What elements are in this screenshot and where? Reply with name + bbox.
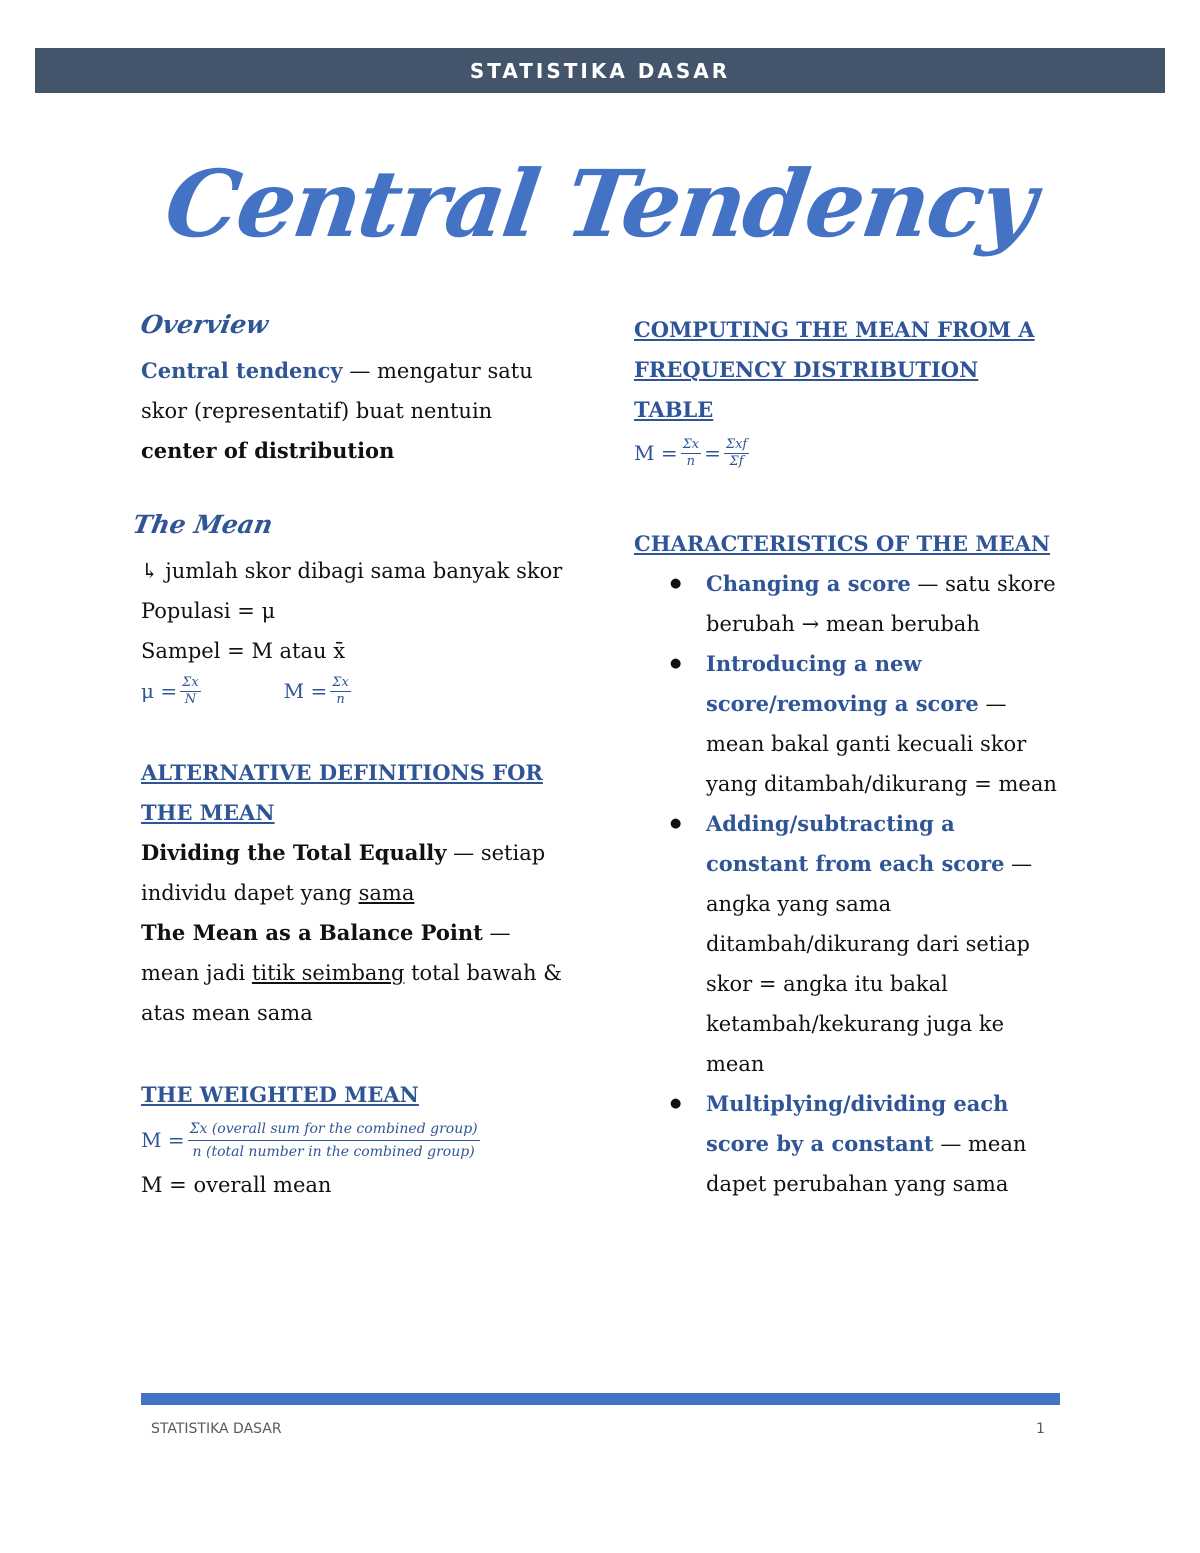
balance-term: The Mean as a Balance Point <box>141 920 483 945</box>
wm-fraction <box>188 1118 480 1163</box>
item-desc: — mean dapet perubahan yang sama <box>706 1132 1027 1196</box>
wm-numerator: Σx (overall sum for the combined group) <box>188 1118 480 1141</box>
mu-numerator: Σx <box>182 674 199 690</box>
page-title: Central Tendency <box>159 150 1041 258</box>
header-bar <box>35 48 1165 93</box>
m-formula-label: M = <box>283 679 328 703</box>
m-formula-fraction <box>330 675 351 708</box>
populasi-line: Populasi = μ <box>141 599 276 623</box>
wm-denominator: n (total number in the combined group) <box>192 1143 475 1160</box>
center-of-distribution: center of distribution <box>141 438 395 463</box>
left-column <box>130 305 571 1205</box>
list-item <box>706 564 1064 644</box>
frequency-table-heading: COMPUTING THE MEAN FROM A FREQUENCY DISTRIBUTION TABLE <box>634 317 1035 422</box>
freq-numerator-1: Σx <box>682 436 700 452</box>
mean-formulas <box>141 671 571 711</box>
frequency-formula <box>634 430 1064 476</box>
sampel-line: Sampel = M atau x̄ <box>141 639 346 663</box>
weighted-mean-heading: THE WEIGHTED MEAN <box>141 1082 419 1107</box>
balance-desc-1: — mean jadi <box>141 921 511 985</box>
dividing-desc: — setiap individu dapet yang <box>141 841 546 905</box>
the-mean-heading: The Mean <box>130 510 275 539</box>
item-desc: — mean bakal ganti kecuali skor yang ditambah/dikurang = mean <box>706 692 1057 796</box>
dividing-paragraph <box>141 833 571 913</box>
header-title: STATISTIKA DASAR <box>469 58 731 83</box>
item-term: Multiplying/dividing each score by a constant <box>706 1091 1009 1156</box>
right-column <box>634 310 1064 1204</box>
wm-label: M = <box>141 1128 185 1152</box>
freq-fraction-1 <box>681 437 702 470</box>
freq-fraction-2 <box>724 437 749 470</box>
dividing-term: Dividing the Total Equally <box>141 840 447 865</box>
m-denominator: n <box>336 691 345 707</box>
freq-denominator-1: n <box>686 453 696 469</box>
balance-paragraph <box>141 913 571 1033</box>
balance-underlined: titik seimbang <box>251 961 405 985</box>
mean-definition: ↳ jumlah skor dibagi sama banyak skor <box>141 559 563 583</box>
list-item <box>706 804 1064 1084</box>
dividing-underlined: sama <box>358 881 415 905</box>
central-tendency-paragraph <box>141 351 571 471</box>
central-tendency-term: Central tendency <box>141 358 343 383</box>
footer-divider <box>141 1393 1060 1405</box>
item-term: Changing a score <box>706 571 911 596</box>
item-term: Introducing a new score/removing a score <box>706 651 979 716</box>
item-desc: — angka yang sama ditambah/dikurang dari setiap skor = angka itu bakal ketambah/kekurang juga ke mean <box>706 852 1033 1076</box>
balance-desc-2: total bawah & atas mean sama <box>141 961 562 1025</box>
weighted-mean-note: M = overall mean <box>141 1173 332 1197</box>
overview-heading: Overview <box>138 310 271 339</box>
weighted-mean-formula <box>141 1115 571 1165</box>
page-number: 1 <box>1036 1421 1045 1437</box>
characteristics-list <box>634 564 1064 1204</box>
item-term: Adding/subtracting a constant from each score <box>706 811 1005 876</box>
m-numerator: Σx <box>332 674 349 690</box>
list-item <box>706 644 1064 804</box>
mu-formula-label: μ = <box>141 679 178 703</box>
mu-formula-fraction <box>180 675 201 708</box>
freq-equals: = <box>704 441 721 465</box>
mu-denominator: N <box>184 691 197 707</box>
footer-title: STATISTIKA DASAR <box>151 1421 282 1437</box>
central-tendency-desc: — mengatur satu skor (representatif) buat nentuin <box>141 359 533 423</box>
freq-label: M = <box>634 441 678 465</box>
freq-numerator-2: Σxf <box>725 436 748 452</box>
freq-denominator-2: Σf <box>729 453 744 469</box>
alternative-definitions-heading: ALTERNATIVE DEFINITIONS FOR THE MEAN <box>141 760 543 825</box>
item-desc: — satu skore berubah → mean berubah <box>706 572 1056 636</box>
characteristics-heading: CHARACTERISTICS OF THE MEAN <box>634 531 1051 556</box>
list-item <box>706 1084 1064 1204</box>
